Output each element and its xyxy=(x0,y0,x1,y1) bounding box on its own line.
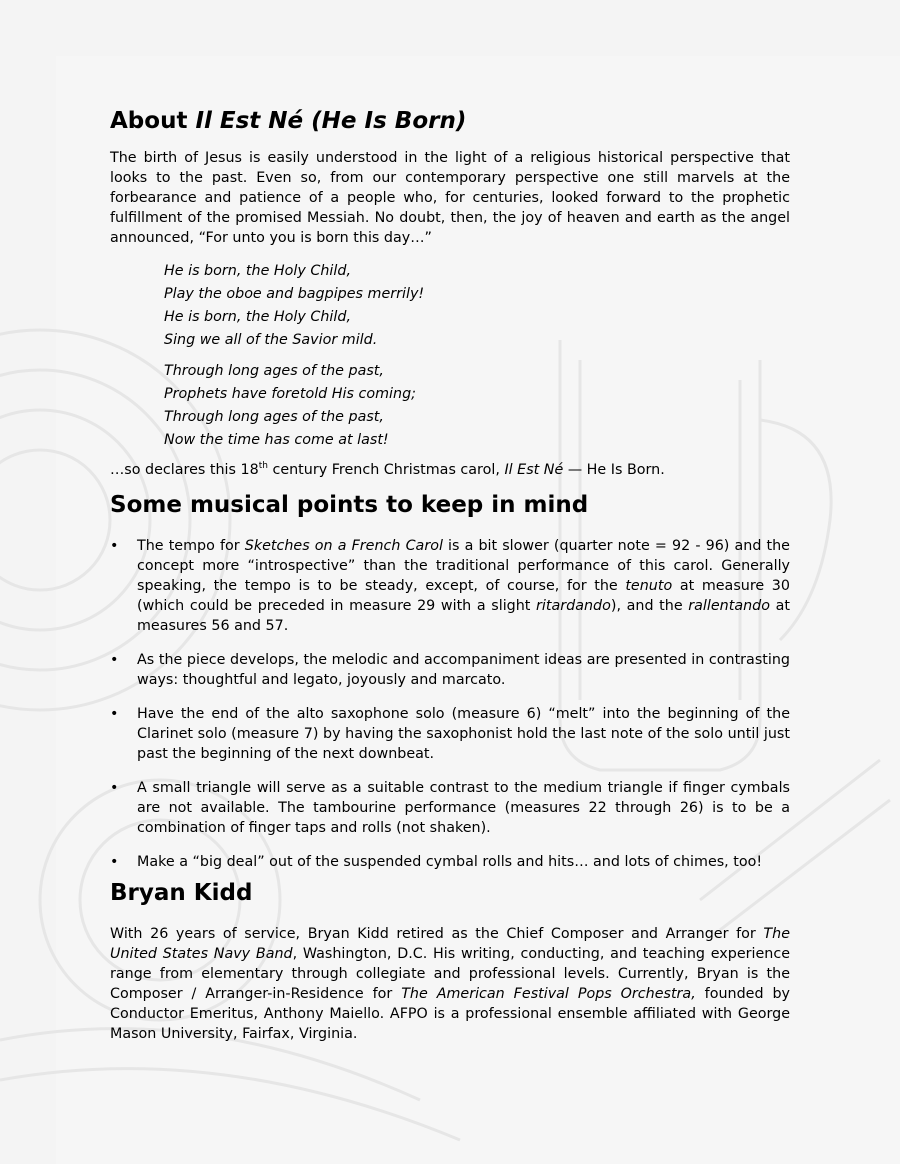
carol-verse xyxy=(164,260,790,452)
closing-superscript: th xyxy=(258,461,268,472)
list-item xyxy=(110,536,790,636)
bio-band-name: The United States Navy Band xyxy=(110,926,790,962)
bullet-icon: • xyxy=(110,706,119,722)
verse-line: He is born, the Holy Child, xyxy=(164,263,351,279)
list-item xyxy=(110,650,790,690)
item-term: ritardando xyxy=(536,598,611,614)
about-closing-line xyxy=(110,460,790,480)
about-intro-paragraph: The birth of Jesus is easily understood in the light of a religious historical perspective that looks to the past. Even so, from our contemporary perspective one still marvels at the forbearance and patience of a people who, for centuries, looked forward to the prophetic fulfillment of the promised Messiah. No doubt, then, the joy of heaven and earth as the angel announced, “For unto you is born this day…” xyxy=(110,150,790,246)
bullet-icon: • xyxy=(110,652,119,668)
bio-text: With 26 years of service, Bryan Kidd retired as the Chief Composer and Arranger for xyxy=(110,926,764,942)
item-text: Make a “big deal” out of the suspended cymbal rolls and hits… and lots of chimes, too! xyxy=(137,854,763,870)
verse-line: Through long ages of the past, xyxy=(164,409,384,425)
bullet-icon: • xyxy=(110,538,119,554)
bio-text: , Washington, D.C. His writing, conducting, and teaching experience range from elementary through collegiate and professional levels. Currently, Bryan is the Composer / Arranger-in-Residence for xyxy=(110,946,790,1002)
item-text: As the piece develops, the melodic and accompaniment ideas are presented in contrasting ways: thoughtful and legato, joyously and marcato. xyxy=(137,652,790,688)
verse-line: Through long ages of the past, xyxy=(164,363,384,379)
item-text: Have the end of the alto saxophone solo (measure 6) “melt” into the beginning of the Clarinet solo (measure 7) by having the saxophonist hold the last note of the solo until just past the beginning of the next downbeat. xyxy=(137,706,790,762)
item-term: rallentando xyxy=(688,598,770,614)
bio-paragraph xyxy=(110,924,790,1044)
bullet-icon: • xyxy=(110,780,119,796)
closing-text: century French Christmas carol, xyxy=(267,462,505,478)
item-text: ), and the xyxy=(610,598,689,614)
about-heading xyxy=(110,106,790,136)
verse-line: Prophets have foretold His coming; xyxy=(164,386,416,402)
about-heading-title: Il Est Né (He Is Born) xyxy=(195,108,467,134)
item-term: tenuto xyxy=(625,578,673,594)
item-text: at measures 56 and 57. xyxy=(137,598,790,634)
list-item xyxy=(110,852,790,872)
item-work-title: Sketches on a French Carol xyxy=(244,538,443,554)
item-text: at measure 30 (which could be preceded in measure 29 with a slight xyxy=(137,578,791,614)
verse-line: Now the time has come at last! xyxy=(164,432,389,448)
document-content xyxy=(110,106,790,1044)
list-item xyxy=(110,704,790,764)
musical-points-list xyxy=(110,536,790,872)
closing-carol-title: Il Est Né xyxy=(504,462,564,478)
item-text: The tempo for xyxy=(137,538,245,554)
item-text: is a bit slower (quarter note = 92 - 96) and the concept more “introspective” than the traditional performance of this carol. Generally speaking, the tempo is to be steady, except, of course, for the xyxy=(137,538,790,594)
bio-heading: Bryan Kidd xyxy=(110,880,253,906)
about-heading-prefix: About xyxy=(110,108,196,134)
verse-stanza-1 xyxy=(164,260,790,352)
closing-text: — He Is Born. xyxy=(563,462,665,478)
item-text: A small triangle will serve as a suitable contrast to the medium triangle if finger cymbals are not available. The tambourine performance (measures 22 through 26) is to be a combination of finger taps and rolls (not shaken). xyxy=(137,780,790,836)
points-heading: Some musical points to keep in mind xyxy=(110,492,589,518)
verse-line: Sing we all of the Savior mild. xyxy=(164,332,378,348)
verse-line: He is born, the Holy Child, xyxy=(164,309,351,325)
verse-stanza-2 xyxy=(164,360,790,452)
list-item xyxy=(110,778,790,838)
closing-text: …so declares this 18 xyxy=(110,462,259,478)
bullet-icon: • xyxy=(110,854,119,870)
verse-line: Play the oboe and bagpipes merrily! xyxy=(164,286,425,302)
bio-text: founded by Conductor Emeritus, Anthony Maiello. AFPO is a professional ensemble affiliated with George Mason University, Fairfax, Virginia. xyxy=(110,986,790,1042)
bio-orchestra-name: The American Festival Pops Orchestra, xyxy=(401,986,696,1002)
